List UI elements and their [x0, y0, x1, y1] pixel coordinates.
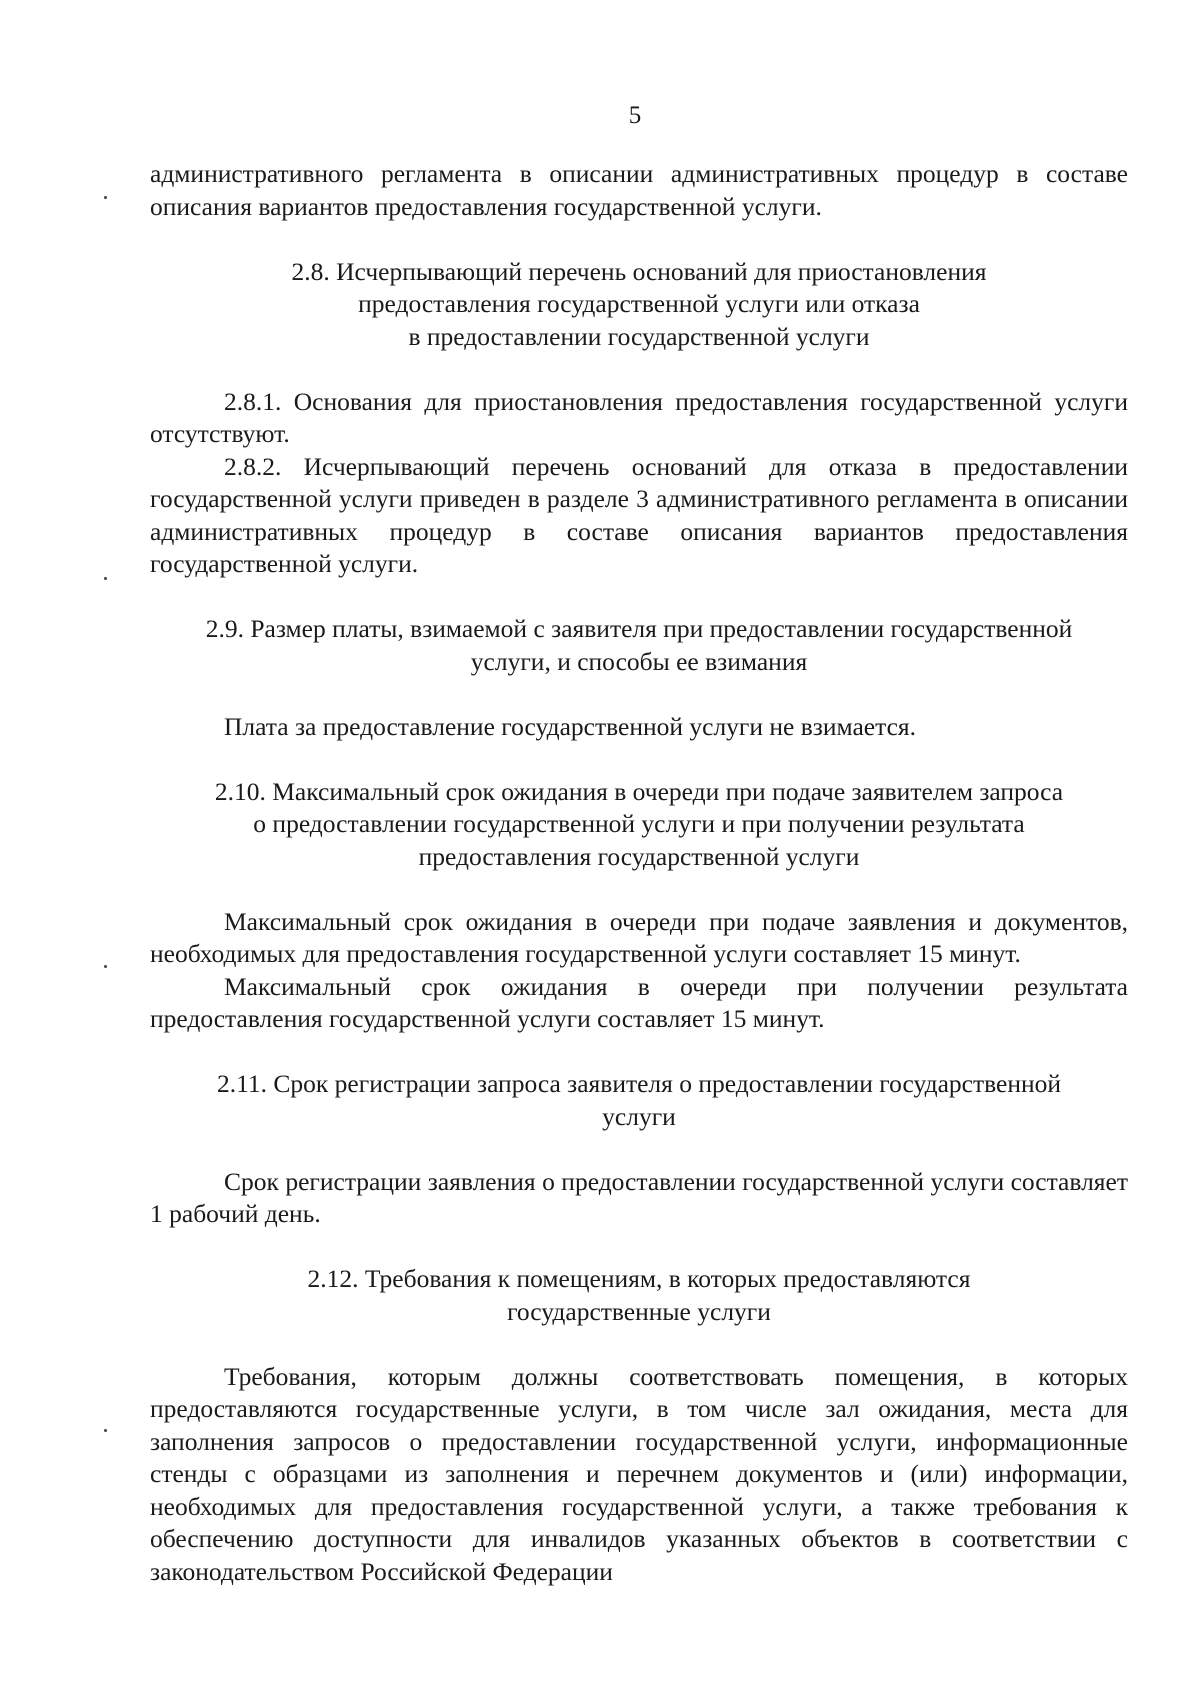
scan-speck [104, 577, 107, 580]
document-body [150, 158, 1128, 1588]
paragraph-2-12: Требования, которым должны соответствовать помещения, в которых предоставляются государственные услуги, в том числе зал ожидания, места для заполнения запросов о предоставлении государственной услуги, информационные стенды с образцами из заполнения и перечнем документов и (или) информации, необходимых для предоставления государственной услуги, а также требования к обеспечению доступности для инвалидов указанных объектов в соответствии с законодательством Российской Федерации [150, 1361, 1128, 1586]
heading-line: 2.11. Срок регистрации запроса заявителя о предоставлении государственной [216, 1069, 1062, 1098]
heading-2-9 [150, 613, 1128, 678]
scan-speck [104, 1429, 107, 1432]
heading-line: услуги [602, 1101, 676, 1131]
page-number: 5 [628, 102, 642, 129]
heading-line: 2.9. Размер платы, взимаемой с заявителя при предоставлении государственной [205, 614, 1073, 643]
heading-line: в предоставлении государственной услуги [408, 321, 870, 351]
paragraph-2-10-a: Максимальный срок ожидания в очереди при подаче заявления и документов, необходимых для предоставления государственной услуги составляет 15 минут. [150, 906, 1128, 968]
heading-line: услуги, и способы ее взимания [470, 646, 808, 676]
heading-2-12 [150, 1263, 1128, 1328]
paragraph-intro: административного регламента в описании административных процедур в составе описания вариантов предоставления государственной услуги. [150, 159, 1128, 221]
paragraph-2-8-1: 2.8.1. Основания для приостановления предоставления государственной услуги отсутствуют. [150, 386, 1128, 448]
heading-line: 2.12. Требования к помещениям, в которых предоставляются [307, 1264, 971, 1293]
scan-speck [104, 965, 107, 968]
paragraph-2-11: Срок регистрации заявления о предоставлении государственной услуги составляет 1 рабочий день. [150, 1166, 1128, 1228]
heading-2-11 [150, 1068, 1128, 1133]
paragraph-2-8-2: 2.8.2. Исчерпывающий перечень оснований для отказа в предоставлении государственной услуги приведен в разделе 3 административного регламента в описании административных процедур в составе описания вариантов предоставления государственной услуги. [150, 451, 1128, 578]
heading-line: предоставления государственной услуги [418, 841, 860, 871]
heading-2-10 [150, 776, 1128, 874]
heading-line: 2.10. Максимальный срок ожидания в очереди при подаче заявителем запроса [214, 776, 1064, 806]
heading-line: 2.8. Исчерпывающий перечень оснований для приостановления [291, 256, 987, 286]
paragraph-2-10-b: Максимальный срок ожидания в очереди при получении результата предоставления государственной услуги составляет 15 минут. [150, 971, 1128, 1033]
paragraph-2-9: Плата за предоставление государственной услуги не взимается. [224, 711, 916, 741]
heading-line: предоставления государственной услуги или отказа [358, 289, 920, 318]
heading-2-8 [150, 256, 1128, 354]
scan-speck [104, 196, 107, 199]
heading-line: о предоставлении государственной услуги и при получении результата [253, 809, 1025, 838]
heading-line: государственные услуги [507, 1296, 771, 1326]
